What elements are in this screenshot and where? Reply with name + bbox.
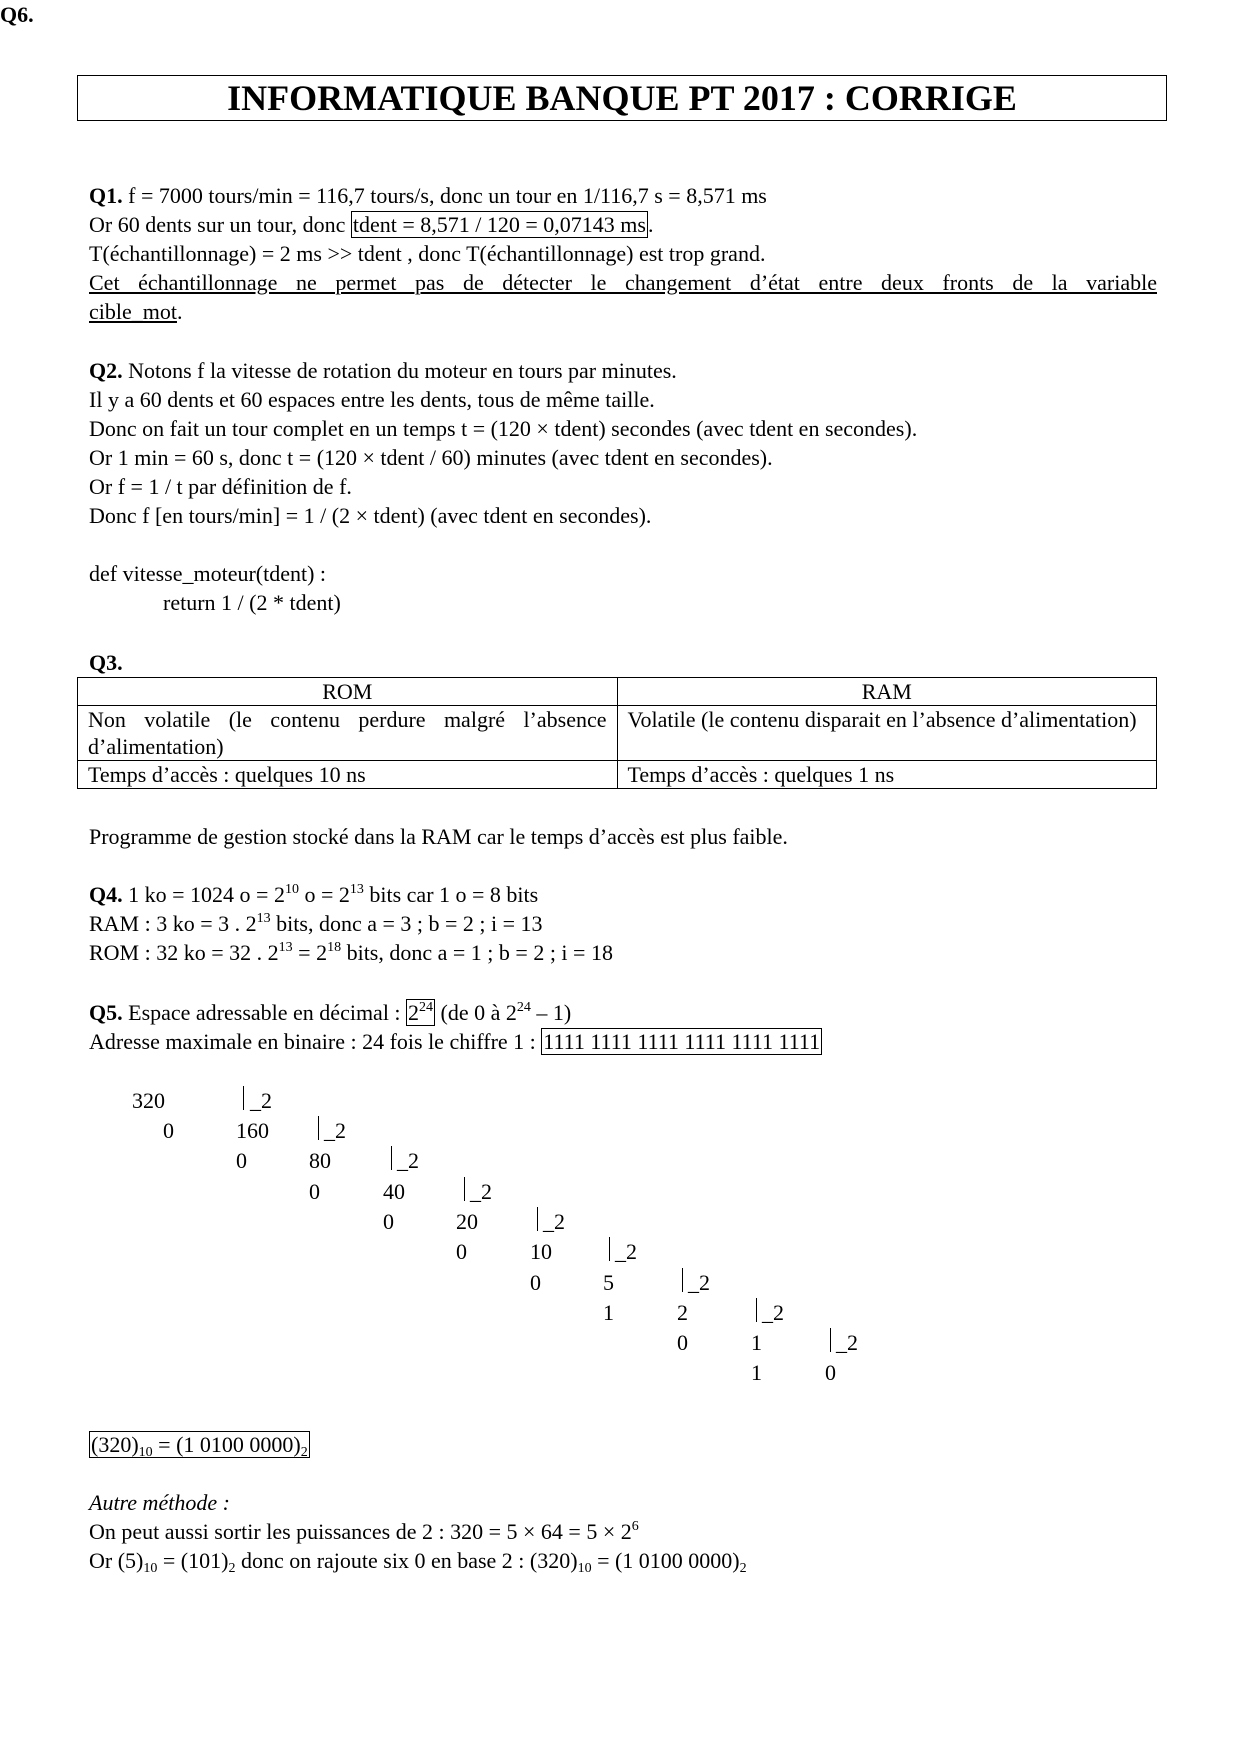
q6-dividend: 80 xyxy=(309,1148,331,1173)
q6-division-bar xyxy=(537,1207,538,1231)
q5-line-2: Adresse maximale en binaire : 24 fois le chiffre 1 : 1111 1111 1111 1111 1111 1111 xyxy=(89,1029,821,1054)
q4-line-2: RAM : 3 ko = 3 . $2^{13}$ bits, donc a = 3 ; b = 2 ; i = 13 xyxy=(89,911,543,936)
q3-label: Q3. xyxy=(89,650,123,675)
q5-label: Q5. xyxy=(89,1000,123,1025)
q6-dividend: 0 xyxy=(825,1360,836,1385)
q2-line-1: Q2. Notons f la vitesse de rotation du moteur en tours par minutes. xyxy=(89,358,677,383)
q6-dividend: 40 xyxy=(383,1179,405,1204)
q5-boxed-max-address: 1111 1111 1111 1111 1111 1111 xyxy=(543,1029,821,1054)
table-row xyxy=(78,706,1157,761)
q4-section xyxy=(89,880,1157,967)
q6-divisor: _2 xyxy=(470,1179,492,1204)
q6-dividend: 320 xyxy=(132,1088,165,1113)
q6-division-bar xyxy=(830,1328,831,1352)
q6-divisor: _2 xyxy=(250,1088,272,1113)
q2-line-3: Donc on fait un tour complet en un temps t = (120 × tdent) secondes (avec tdent en secondes). xyxy=(89,416,918,441)
q6-remainder: 0 xyxy=(677,1330,688,1355)
q2-line-2: Il y a 60 dents et 60 espaces entre les dents, tous de même taille. xyxy=(89,387,655,412)
q5-section xyxy=(89,998,1157,1056)
rom-ram-table xyxy=(77,677,1157,789)
q6-divisor: _2 xyxy=(615,1239,637,1264)
q2-label: Q2. xyxy=(89,358,123,383)
q6-divisor: _2 xyxy=(836,1330,858,1355)
q6-remainder: 0 xyxy=(530,1270,541,1295)
table-cell: Temps d’accès : quelques 10 ns xyxy=(78,761,618,789)
q6-division-bar xyxy=(756,1298,757,1322)
q2-line-4: Or 1 min = 60 s, donc t = (120 × tdent / 60) minutes (avec tdent en secondes). xyxy=(89,445,773,470)
q6-alt-title: Autre méthode : xyxy=(89,1490,230,1515)
table-header-rom: ROM xyxy=(78,678,618,706)
q1-boxed-result: tdent = 8,571 / 120 = 0,07143 ms xyxy=(352,212,646,237)
q6-remainder: 0 xyxy=(383,1209,394,1234)
q6-division-bar xyxy=(682,1268,683,1292)
q4-line-1: Q4. 1 ko = 1024 $o = 2^{10}$ $o = 2^{13}$ bits car 1 o = 8 bits xyxy=(89,882,539,907)
q1-line-1: Q1. f = 7000 tours/min = 116,7 tours/s, donc un tour en 1/116,7 s = 8,571 ms xyxy=(89,183,767,208)
table-cell: Non volatile (le contenu perdure malgré l’absence d’alimentation) xyxy=(78,706,618,761)
q6-dividend: 20 xyxy=(456,1209,478,1234)
q4-line-3: ROM : 32 ko = 32 . $2^{13} = 2^{18}$ bits, donc a = 1 ; b = 2 ; i = 18 xyxy=(89,940,613,965)
table-cell: Temps d’accès : quelques 1 ns xyxy=(617,761,1157,789)
q6-divisor: _2 xyxy=(762,1300,784,1325)
q4-label: Q4. xyxy=(89,882,123,907)
q6-dividend: 2 xyxy=(677,1300,688,1325)
q1-section xyxy=(89,181,1157,326)
q1-line-5: cible_mot. xyxy=(89,299,183,324)
q2-code-line-1: def vitesse_moteur(tdent) : xyxy=(89,561,327,586)
q1-label: Q1. xyxy=(89,183,123,208)
q2-section xyxy=(89,356,1157,617)
q6-results xyxy=(89,1430,1157,1575)
q6-divisor: _2 xyxy=(324,1118,346,1143)
q6-division-bar xyxy=(609,1237,610,1261)
table-row xyxy=(78,761,1157,789)
q2-line-6: Donc f [en tours/min] = 1 / (2 × tdent) (avec tdent en secondes). xyxy=(89,503,652,528)
q6-division-bar xyxy=(243,1086,244,1110)
q6-remainder: 0 xyxy=(163,1118,174,1143)
q6-remainder: 1 xyxy=(751,1360,762,1385)
q6-remainder: 0 xyxy=(309,1179,320,1204)
q6-divisor: _2 xyxy=(688,1270,710,1295)
q6-remainder: 0 xyxy=(236,1148,247,1173)
q6-dividend: 5 xyxy=(603,1270,614,1295)
q6-result-line xyxy=(89,1430,1157,1459)
q5-boxed-address-space: $2^{24}$ xyxy=(408,1000,434,1025)
q6-dividend: 1 xyxy=(751,1330,762,1355)
q6-boxed-result: $(320)_{10} = (1$ 0100 $0000)_2$ xyxy=(91,1432,308,1460)
table-header-row xyxy=(78,678,1157,706)
q1-line-2: Or 60 dents sur un tour, donc tdent = 8,571 / 120 = 0,07143 ms. xyxy=(89,212,654,237)
q5-line-1: Q5. Espace adressable en décimal : $2^{24}$ (de 0 à $2^{24} - 1$) xyxy=(89,1000,572,1025)
q6-division-bar xyxy=(464,1177,465,1201)
page-title: INFORMATIQUE BANQUE PT 2017 : CORRIGE xyxy=(77,75,1167,121)
q6-remainder: 0 xyxy=(456,1239,467,1264)
q1-line-4: Cet échantillonnage ne permet pas de détecter le changement d’état entre deux fronts de la variable xyxy=(89,270,1157,295)
q6-alt-line-2: Or $(5)_{10} = (101)_2$ donc on rajoute six 0 en base 2 : $(320)_{10} = (1$ 0100 $0000)_2$ xyxy=(89,1548,747,1576)
q6-divisor: _2 xyxy=(397,1148,419,1173)
table-cell: Volatile (le contenu disparait en l’absence d’alimentation) xyxy=(617,706,1157,761)
q1-line-3: T(échantillonnage) = 2 ms >> tdent , donc T(échantillonnage) est trop grand. xyxy=(89,241,766,266)
q6-dividend: 160 xyxy=(236,1118,269,1143)
q6-remainder: 1 xyxy=(603,1300,614,1325)
table-header-ram: RAM xyxy=(617,678,1157,706)
q6-alt-line-1: On peut aussi sortir les puissances de 2 : $320 = 5 \times 64 = 5 \times 2^6$ xyxy=(89,1519,639,1544)
q6-division-bar xyxy=(391,1146,392,1170)
q2-code-line-2: return 1 / (2 * tdent) xyxy=(163,590,341,615)
q3-conclusion: Programme de gestion stocké dans la RAM car le temps d’accès est plus faible. xyxy=(89,824,788,849)
q6-dividend: 10 xyxy=(530,1239,552,1264)
q2-line-5: Or f = 1 / t par définition de f. xyxy=(89,474,352,499)
q6-division-bar xyxy=(318,1116,319,1140)
q6-divisor: _2 xyxy=(543,1209,565,1234)
q3-section xyxy=(89,648,1157,677)
q6-label: Q6. xyxy=(0,2,34,27)
